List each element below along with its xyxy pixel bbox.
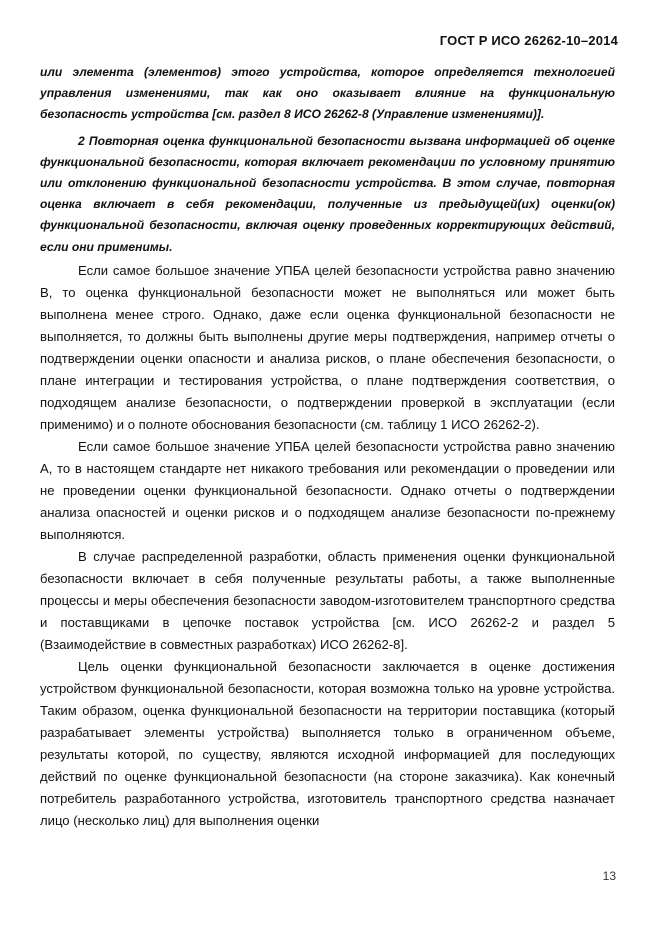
note-continuation-paragraph: или элемента (элементов) этого устройства, которое определяется технологией управления изменениями, так как оно оказывает влияние на функциональную безопасность устройства [см. раздел 8 ИСО 26262-8 (Управление изменениями)]. bbox=[40, 65, 615, 122]
assessment-goal-paragraph: Цель оценки функциональной безопасности заключается в оценке достижения устройством функциональной безопасности, которая возможна только на уровне устройства. Таким образом, оценка функциональной безопасности на территории поставщика (который разрабатывает элементы устройства) выполняется только в ограниченном объеме, результаты которой, по существу, являются исходной информацией для последующих действий по оценке функциональной безопасности (на стороне заказчика). Как конечный потребитель разработанного устройства, изготовитель транспортного средства назначает лицо (несколько лиц) для выполнения оценки bbox=[40, 658, 615, 828]
note-2-paragraph: 2 Повторная оценка функциональной безопасности вызвана информацией об оценке функциональной безопасности, которая включает рекомендации по условному принятию или отклонению функциональной безопасности устройства. В этом случае, повторная оценка включает в себя рекомендации, полученные из предыдущей(их) оценки(ок) функциональной безопасности, включая оценку проведенных корректирующих действий, если они применимы. bbox=[40, 133, 615, 254]
asil-a-paragraph: Если самое большое значение УПБА целей безопасности устройства равно значению А, то в настоящем стандарте нет никакого требования или рекомендации о проведении или не проведении оценки функциональной безопасности. Однако отчеты о подтверждении анализа опасностей и оценки рисков и о подходящем анализе безопасности по-прежнему выполняются. bbox=[40, 438, 615, 542]
asil-b-paragraph: Если самое большое значение УПБА целей безопасности устройства равно значению В, то оценка функциональной безопасности может не выполняться или может быть выполнена менее строго. Однако, даже если оценка функциональной безопасности не выполняется, то должны быть выполнены другие меры подтверждения, например отчеты о подтверждении оценки опасности и анализа рисков, о плане обеспечения безопасности, о плане интеграции и тестирования устройства, о плане подтверждения соответствия, о подходящем анализе безопасности, о подтверждении проверкой в эксплуатации (если применимо) и о полноте обоснования безопасности (см. таблицу 1 ИСО 26262-2). bbox=[40, 262, 615, 432]
distributed-development-paragraph: В случае распределенной разработки, область применения оценки функциональной безопасности включает в себя полученные результаты работы, а также выполненные процессы и меры обеспечения безопасности заводом-изготовителем транспортного средства и поставщиками в цепочке поставок устройства [см. ИСО 26262-2 и раздел 5 (Взаимодействие в совместных разработках) ИСО 26262-8]. bbox=[40, 548, 615, 652]
page-number: 13 bbox=[602, 869, 616, 883]
document-header: ГОСТ Р ИСО 26262-10–2014 bbox=[439, 33, 618, 48]
document-body bbox=[40, 62, 615, 832]
